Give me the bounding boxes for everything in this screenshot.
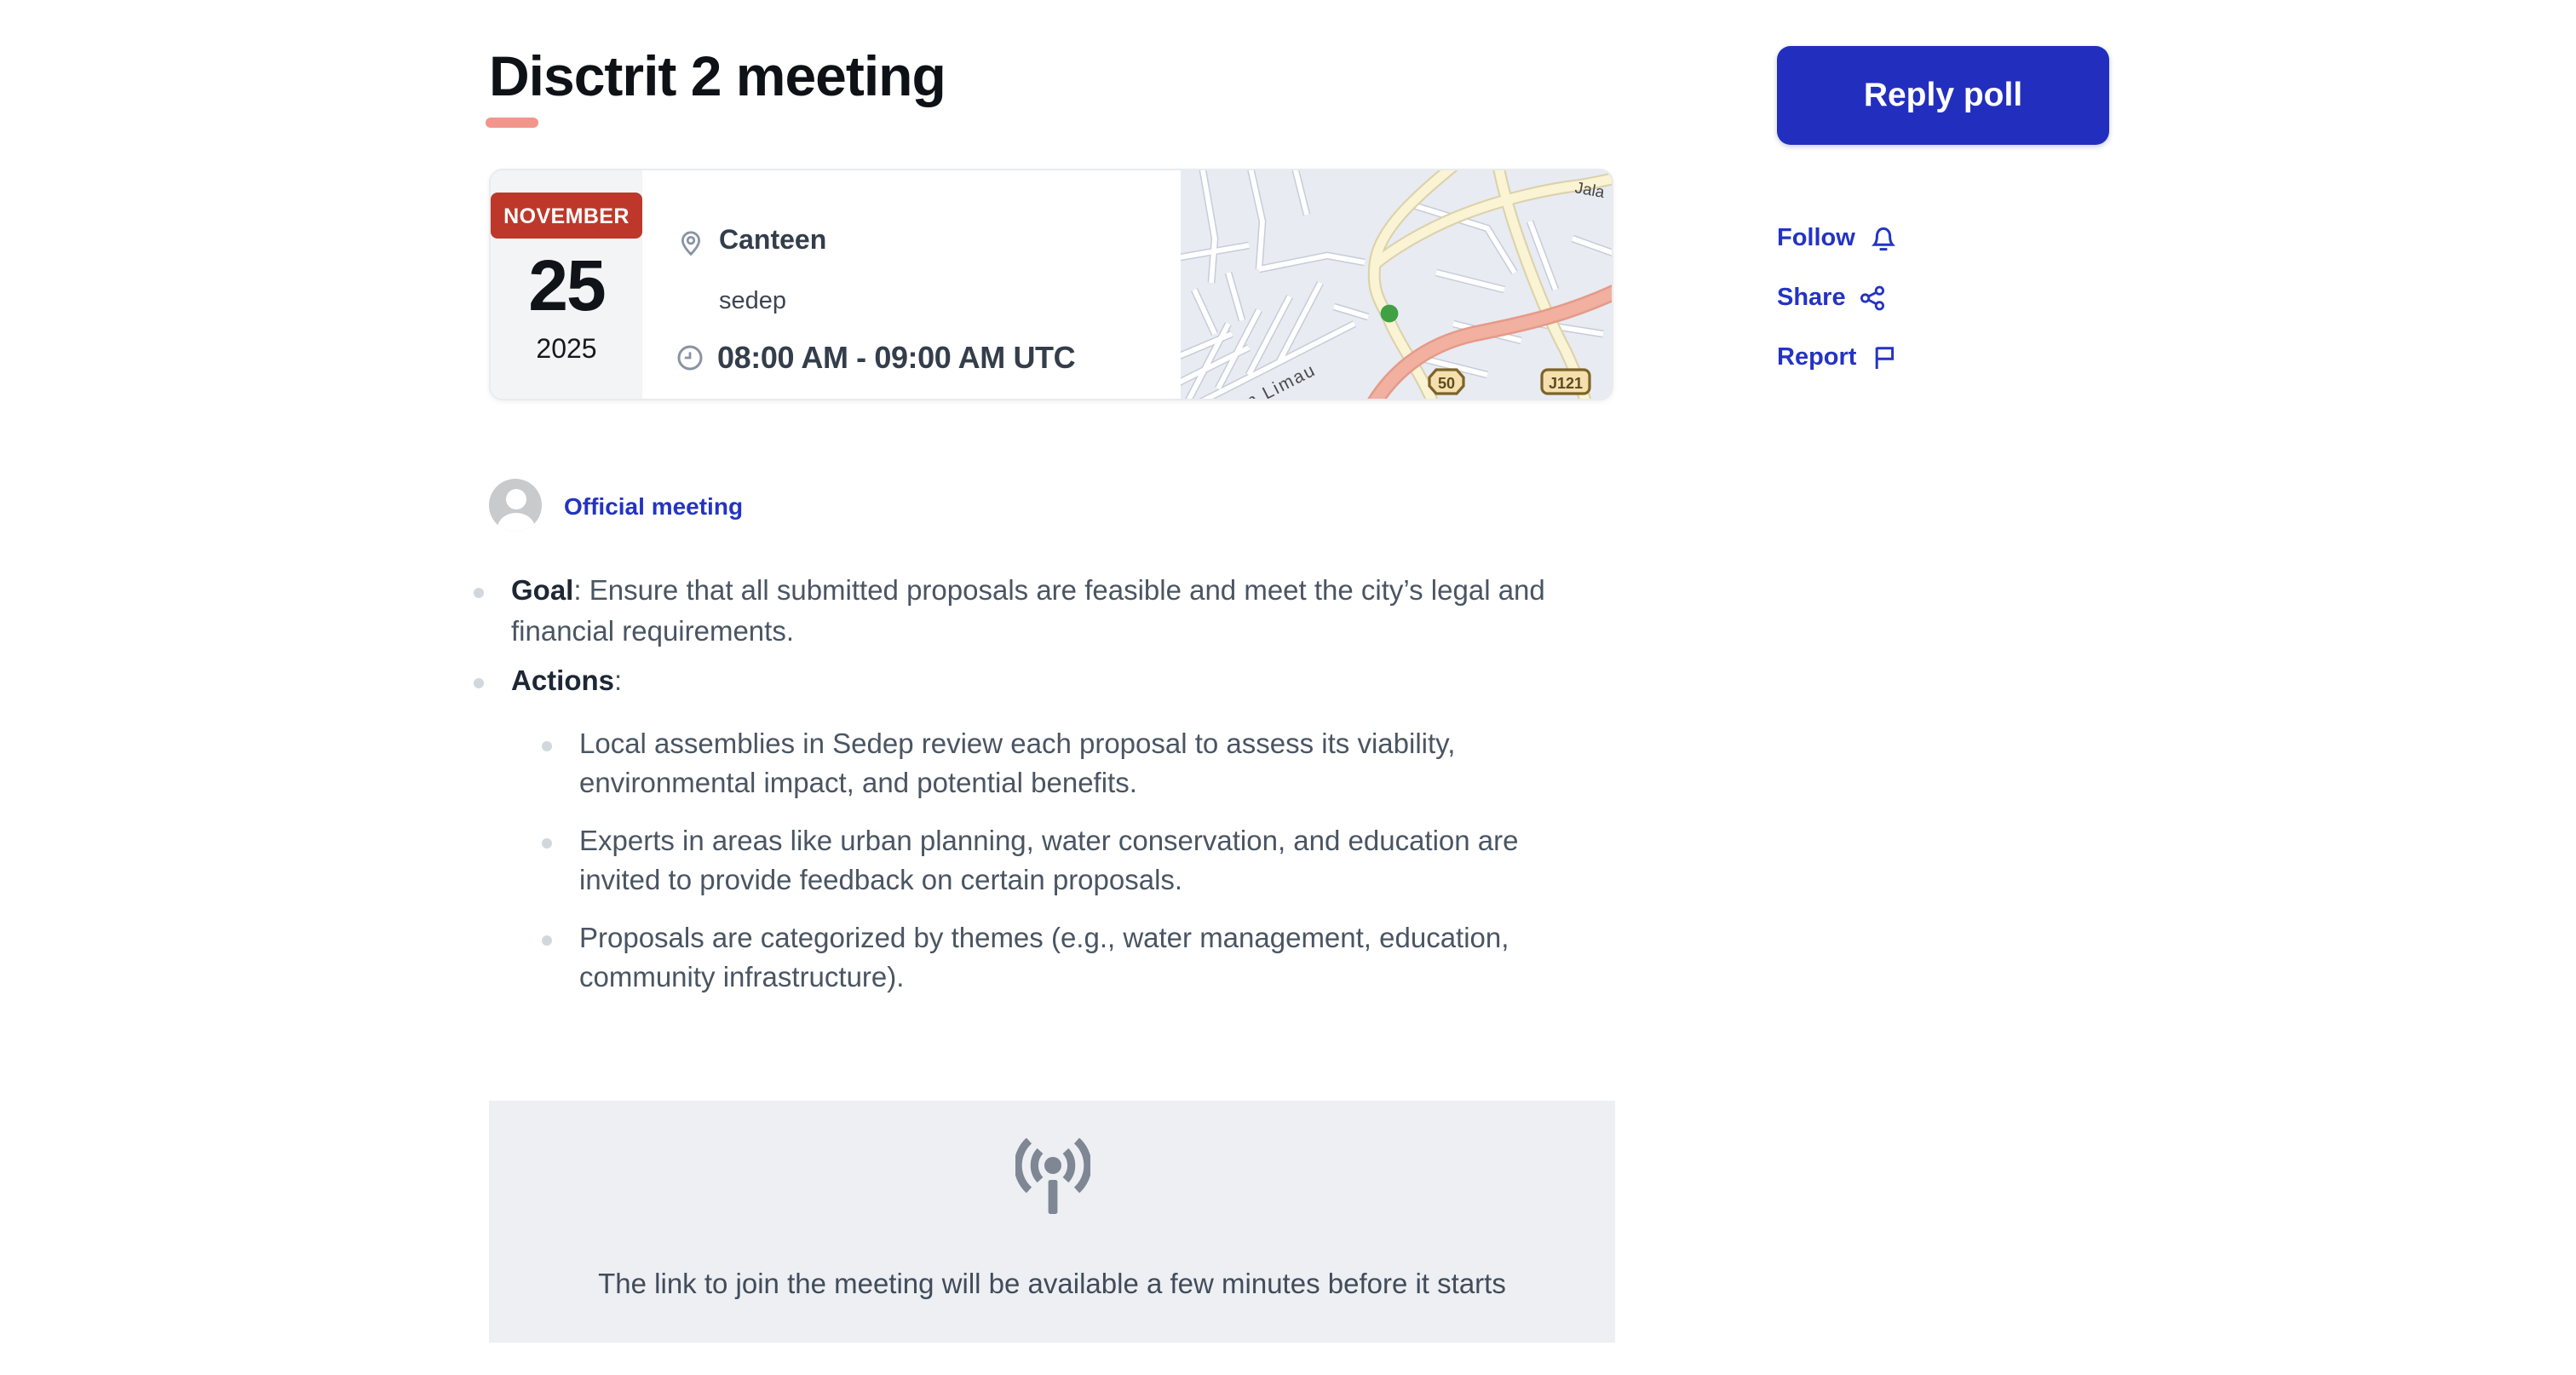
event-date-panel [491,170,642,399]
page-title: Disctrit 2 meeting [489,44,946,107]
follow-label: Follow [1777,224,1855,251]
event-time: 08:00 AM - 09:00 AM UTC [717,341,1076,375]
event-month-badge: NOVEMBER [491,193,642,239]
agenda-subitem: Experts in areas like urban planning, water conservation, and education are invited to provide feedback on certain proposals. [542,822,1601,902]
event-meta-panel [642,170,1181,399]
agenda-section [474,572,1601,1016]
bell-icon [1869,222,1898,253]
author-avatar[interactable] [489,479,542,532]
svg-text:J121: J121 [1548,375,1584,392]
agenda-subitem: Local assemblies in Sedep review each proposal to assess its viability, environmental impact, and potential benefits. [542,725,1601,805]
event-summary-card [489,169,1613,400]
reply-poll-button[interactable]: Reply poll [1777,46,2109,145]
map-location-marker[interactable] [1381,305,1399,323]
location-name: Canteen [719,227,827,256]
share-label: Share [1777,284,1846,311]
event-year: 2025 [536,336,597,365]
agenda-item-actions [474,663,1601,999]
agenda-subitem: Proposals are categorized by themes (e.g., water management, education, community infrastructure). [542,919,1601,999]
author-link[interactable]: Official meeting [564,492,744,519]
location-area: sedep [719,288,787,315]
author-row [489,479,743,532]
share-link[interactable] [1777,281,1898,314]
notice-text: The link to join the meeting will be available a few minutes before it starts [598,1269,1506,1300]
broadcast-antenna-icon [1015,1138,1090,1225]
map-pin-icon [676,228,705,266]
location-map[interactable] [1181,170,1612,399]
agenda-item-goal [474,572,1601,653]
agenda-item-label: Actions [511,666,615,697]
event-day: 25 [528,245,605,325]
flag-icon [1870,342,1897,371]
agenda-item-label: Goal [511,576,574,607]
clock-icon [676,344,704,380]
event-action-links [1777,221,1898,400]
report-link[interactable] [1777,341,1898,373]
share-nodes-icon [1860,284,1887,311]
follow-link[interactable] [1777,221,1898,254]
svg-text:50: 50 [1437,375,1456,392]
agenda-item-text: : Ensure that all submitted proposals are feasible and meet the city’s legal and financial requirements. [511,576,1545,647]
map-corner-street-label: Jala [1573,179,1607,202]
online-meeting-notice [489,1101,1615,1343]
agenda-item-text: : [614,666,623,697]
report-label: Report [1777,343,1857,371]
map-route-shield-50 [1429,370,1463,394]
map-route-shield-j121 [1542,370,1590,394]
title-underline-decoration [486,118,538,128]
